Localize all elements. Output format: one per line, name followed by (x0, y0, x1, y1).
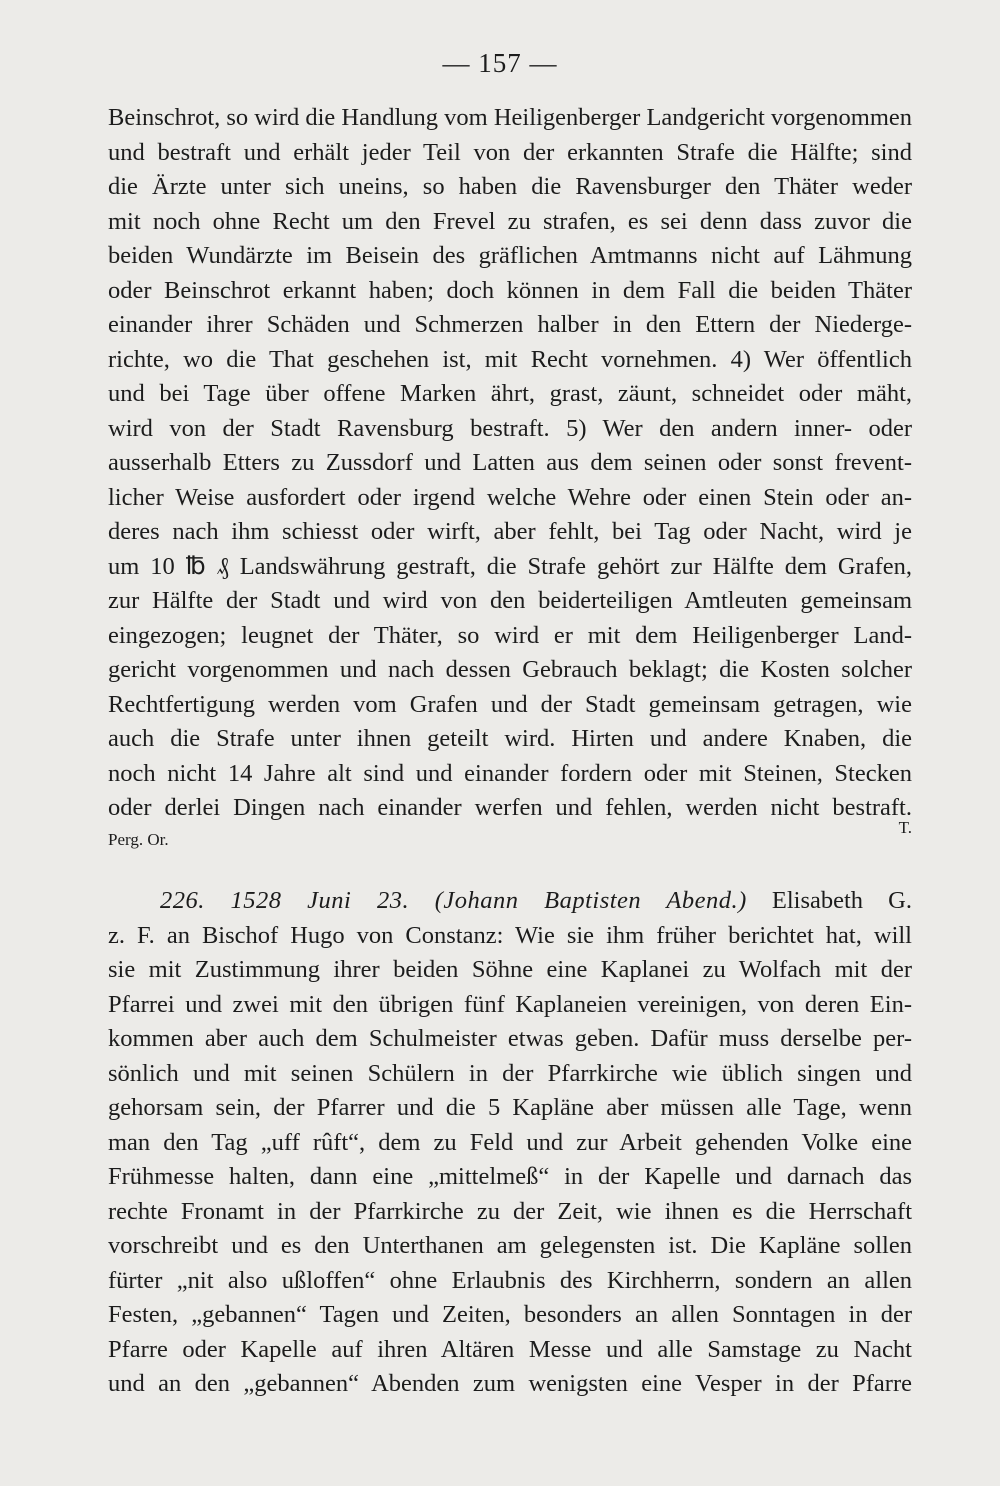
text-line: sie mit Zustimmung ihrer beiden Söhne eine Kaplanei zu Wolfach mit der (108, 956, 912, 983)
text-line: z. F. an Bischof Hugo von Constanz: Wie sie ihm früher berichtet hat, will (108, 921, 912, 949)
text-line: Festen, „gebannen“ Tagen und Zeiten, besonders an allen Sonntagen in der (108, 1301, 912, 1328)
text-line: auch die Strafe unter ihnen geteilt wird. Hirten und andere Knaben, die (108, 725, 912, 752)
text-line: Frühmesse halten, dann eine „mittelmeß“ in der Kapelle und darnach das (108, 1163, 912, 1190)
text-line: und bestraft und erhält jeder Teil von der erkannten Strafe die Hälfte; sind (108, 138, 912, 166)
text-line: oder Beinschrot erkannt haben; doch können in dem Fall die beiden Thäter (108, 276, 912, 304)
text-line: gehorsam sein, der Pfarrer und die 5 Kapläne aber müssen alle Tage, wenn (108, 1094, 912, 1121)
text-line: Beinschrot, so wird die Handlung vom Heiligenberger Landgericht vorgenommen (108, 104, 912, 131)
text-line: beiden Wundärzte im Beisein des gräflichen Amtmanns nicht auf Lähmung (108, 242, 912, 269)
text-line: zur Hälfte der Stadt und wird von den beiderteiligen Amtleuten gemeinsam (108, 587, 912, 614)
editor-initial: T. (898, 818, 912, 837)
text-line: Rechtfertigung werden vom Grafen und der Stadt gemeinsam getragen, wie (108, 690, 912, 718)
text-line: und an den „gebannen“ Abenden zum wenigsten eine Vesper in der Pfarre (108, 1370, 912, 1397)
page-number-header: — 157 — (442, 48, 558, 78)
text-line: licher Weise ausfordert oder irgend welche Wehre oder einen Stein oder an- (108, 483, 912, 511)
text-line: rechte Fronamt in der Pfarrkirche zu der Zeit, wie ihnen es die Herrschaft (108, 1197, 912, 1225)
text-line: richte, wo die That geschehen ist, mit Recht vornehmen. 4) Wer öffentlich (108, 345, 912, 373)
entry-heading-rest: Elisabeth G. (771, 887, 912, 914)
text-line: einander ihrer Schäden und Schmerzen halber in den Ettern der Niederge- (108, 311, 912, 338)
text-line: kommen aber auch dem Schulmeister etwas geben. Dafür muss derselbe per- (108, 1025, 912, 1052)
entry-heading: 226. 1528 Juni 23. (Johann Baptisten Abend.) (160, 887, 747, 914)
entry-226 (108, 884, 912, 1402)
text-line: deres nach ihm schiesst oder wirft, aber fehlt, bei Tag oder Nacht, wird je (108, 518, 912, 545)
text-line: sönlich und mit seinen Schülern in der Pfarrkirche wie üblich singen und (108, 1059, 912, 1087)
source-note: Perg. Or. (108, 830, 169, 849)
text-line: noch nicht 14 Jahre alt sind und einander fordern oder mit Steinen, Stecken (108, 759, 912, 787)
entry-heading-line (108, 884, 912, 919)
text-line: wird von der Stadt Ravensburg bestraft. 5) Wer den andern inner- oder (108, 414, 912, 442)
text-line: Pfarrei und zwei mit den übrigen fünf Kaplaneien vereinigen, von deren Ein- (108, 990, 912, 1018)
text-line: Pfarre oder Kapelle auf ihren Altären Messe und alle Samstage zu Nacht (108, 1335, 912, 1363)
text-line: mit noch ohne Recht um den Frevel zu strafen, es sei denn dass zuvor die (108, 207, 912, 235)
text-line: oder derlei Dingen nach einander werfen und fehlen, werden nicht bestraft. (108, 794, 912, 821)
text-line: um 10 ℔ ₰ Landswährung gestraft, die Strafe gehört zur Hälfte dem Grafen, (108, 552, 912, 580)
text-line: man den Tag „uff rûft“, dem zu Feld und zur Arbeit gehenden Volke eine (108, 1128, 912, 1156)
text-line: eingezogen; leugnet der Thäter, so wird er mit dem Heiligenberger Land- (108, 621, 912, 649)
text-line: fürter „nit also ußloffen“ ohne Erlaubnis des Kirchherrn, sondern an allen (108, 1266, 912, 1294)
source-note-row (108, 818, 912, 854)
text-line: ausserhalb Etters zu Zussdorf und Latten aus dem seinen oder sonst frevent- (108, 449, 912, 476)
paragraph-continuation (108, 101, 912, 826)
text-line: die Ärzte unter sich uneins, so haben die Ravensburger den Thäter weder (108, 173, 912, 200)
text-line: vorschreibt und es den Unterthanen am gelegensten ist. Die Kapläne sollen (108, 1232, 912, 1259)
text-line: und bei Tage über offene Marken ährt, grast, zäunt, schneidet oder mäht, (108, 380, 912, 407)
text-line: gericht vorgenommen und nach dessen Gebrauch beklagt; die Kosten solcher (108, 656, 912, 683)
